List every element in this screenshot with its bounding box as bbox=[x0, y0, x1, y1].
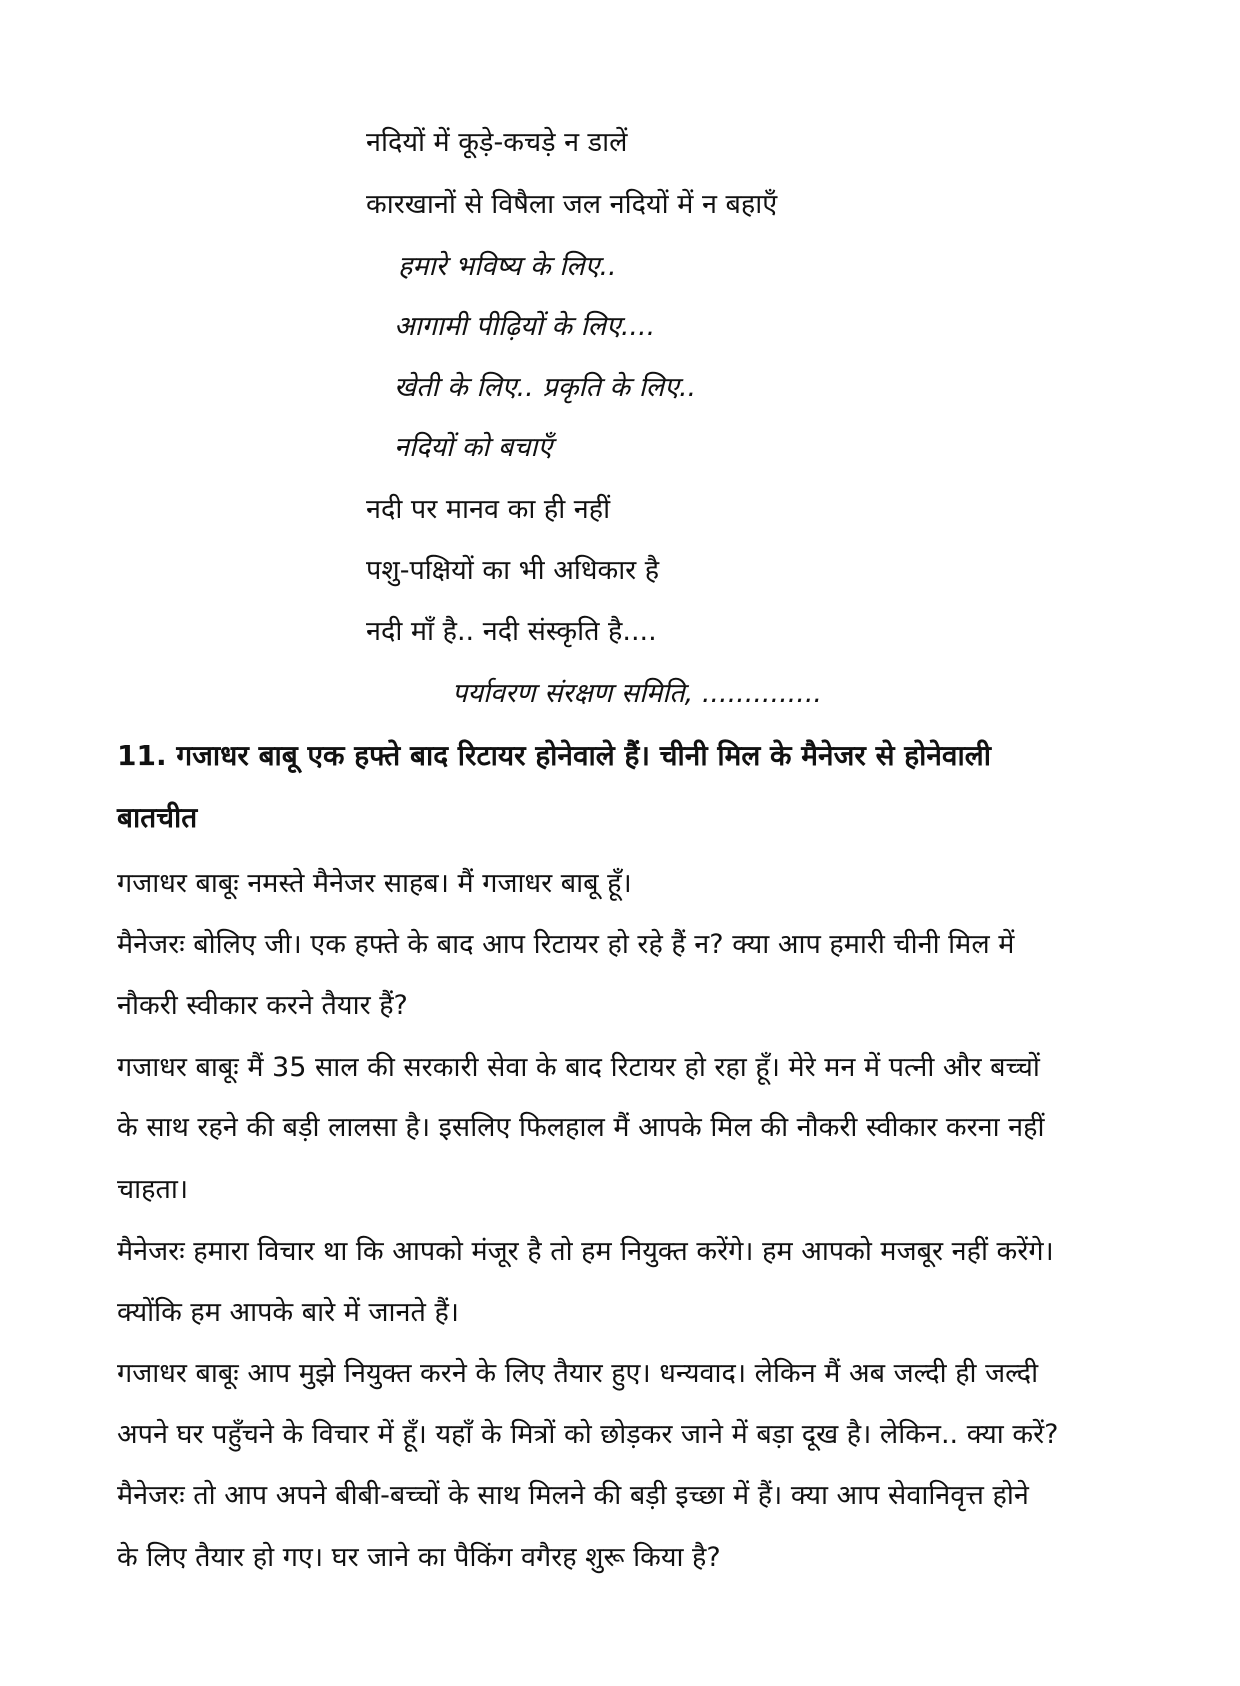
notice-italic-line: खेती के लिए.. प्रकृति के लिए.. bbox=[394, 372, 697, 403]
dialogue-line: मैनेजरः बोलिए जी। एक हफ्ते के बाद आप रिटायर हो रहे हैं न? क्या आप हमारी चीनी मिल में bbox=[117, 929, 1015, 960]
dialogue-line: गजाधर बाबूः आप मुझे नियुक्त करने के लिए तैयार हुए। धन्यवाद। लेकिन मैं अब जल्दी ही जल्दी bbox=[117, 1358, 1039, 1389]
dialogue-line: के लिए तैयार हो गए। घर जाने का पैकिंग वगैरह शुरू किया है? bbox=[117, 1542, 721, 1573]
notice-italic-line: नदियों को बचाएँ bbox=[394, 432, 553, 463]
dialogue-line: मैनेजरः तो आप अपने बीबी-बच्चों के साथ मिलने की बड़ी इच्छा में हैं। क्या आप सेवानिवृत्त होने bbox=[117, 1480, 1029, 1511]
question-title-continued: बातचीत bbox=[117, 801, 198, 834]
question-number: 11. bbox=[117, 739, 167, 772]
notice-signature: पर्यावरण संरक्षण समिति, .............. bbox=[452, 678, 822, 709]
dialogue-line: नौकरी स्वीकार करने तैयार हैं? bbox=[117, 990, 408, 1021]
dialogue-line: के साथ रहने की बड़ी लालसा है। इसलिए फिलहाल मैं आपके मिल की नौकरी स्वीकार करना नहीं bbox=[117, 1112, 1045, 1143]
dialogue-line: अपने घर पहुँचने के विचार में हूँ। यहाँ के मित्रों को छोड़कर जाने में बड़ा दूख है। लेकिन.. क्या करें? bbox=[117, 1419, 1059, 1450]
notice-closing-line: नदी माँ है.. नदी संस्कृति है.... bbox=[366, 616, 657, 647]
notice-closing-line: नदी पर मानव का ही नहीं bbox=[366, 494, 611, 525]
notice-closing-line: पशु-पक्षियों का भी अधिकार है bbox=[366, 555, 660, 586]
dialogue-line: गजाधर बाबूः नमस्ते मैनेजर साहब। मैं गजाधर बाबू हूँ। bbox=[117, 868, 632, 899]
notice-italic-line: हमारे भविष्य के लिए.. bbox=[398, 251, 617, 282]
notice-italic-line: आगामी पीढ़ियों के लिए.... bbox=[394, 311, 656, 342]
dialogue-line: गजाधर बाबूः मैं 35 साल की सरकारी सेवा के बाद रिटायर हो रहा हूँ। मेरे मन में पत्नी और बच्चों bbox=[117, 1052, 1040, 1083]
dialogue-line: क्योंकि हम आपके बारे में जानते हैं। bbox=[117, 1297, 460, 1328]
dialogue-line: मैनेजरः हमारा विचार था कि आपको मंजूर है तो हम नियुक्त करेंगे। हम आपको मजबूर नहीं करेंगे। bbox=[117, 1236, 1054, 1267]
question-heading bbox=[117, 738, 991, 774]
dialogue-line: चाहता। bbox=[117, 1174, 189, 1205]
notice-line: नदियों में कूड़े-कचड़े न डालें bbox=[366, 127, 628, 158]
notice-line: कारखानों से विषैला जल नदियों में न बहाएँ bbox=[366, 189, 778, 220]
question-title: गजाधर बाबू एक हफ्ते बाद रिटायर होनेवाले हैं। चीनी मिल के मैनेजर से होनेवाली bbox=[176, 739, 991, 772]
